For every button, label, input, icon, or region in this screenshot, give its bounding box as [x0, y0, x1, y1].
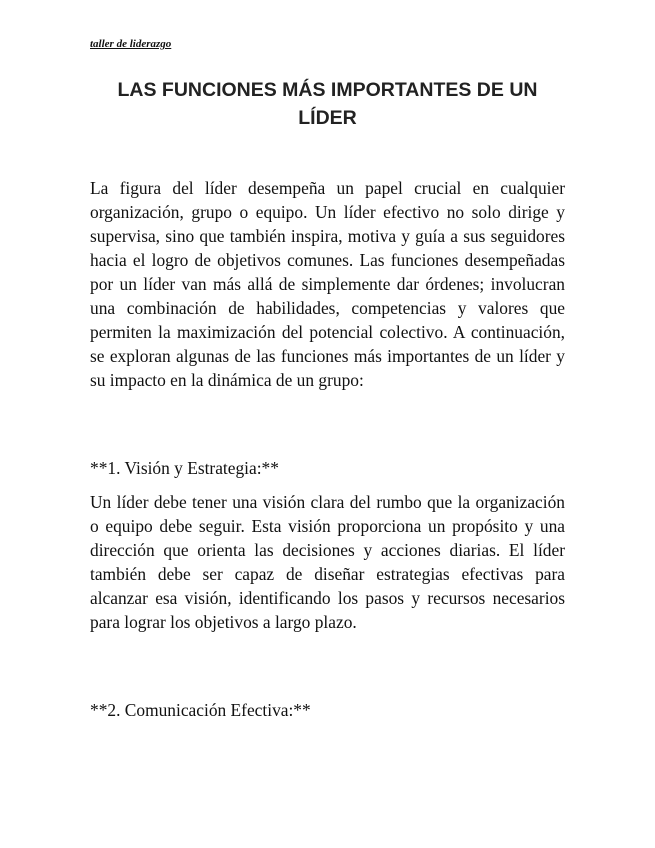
document-title: LAS FUNCIONES MÁS IMPORTANTES DE UN LÍDER [117, 79, 538, 129]
section-heading-2: **2. Comunicación Efectiva:** [90, 700, 311, 720]
section-body-1: Un líder debe tener una visión clara del rumbo que la organización o equipo debe seguir. Esta visión proporciona un propósito y una dirección que orienta las decisiones y acciones diarias. El líder también debe ser capaz de diseñar estrategias efectivas para alcanzar esa visión, identificando los pasos y recursos necesarios para lograr los objetivos a largo plazo. [90, 492, 565, 632]
running-header: taller de liderazgo [90, 38, 172, 50]
intro-paragraph: La figura del líder desempeña un papel crucial en cualquier organización, grupo o equipo. Un líder efectivo no solo dirige y supervisa, sino que también inspira, motiva y guía a sus seguidores hacia el logro de objetivos comunes. Las funciones desempeñadas por un líder van más allá de simplemente dar órdenes; involucran una combinación de habilidades, competencias y valores que permiten la maximización del potencial colectivo. A continuación, se exploran algunas de las funciones más importantes de un líder y su impacto en la dinámica de un grupo: [90, 178, 565, 390]
section-heading-1: **1. Visión y Estrategia:** [90, 458, 279, 478]
